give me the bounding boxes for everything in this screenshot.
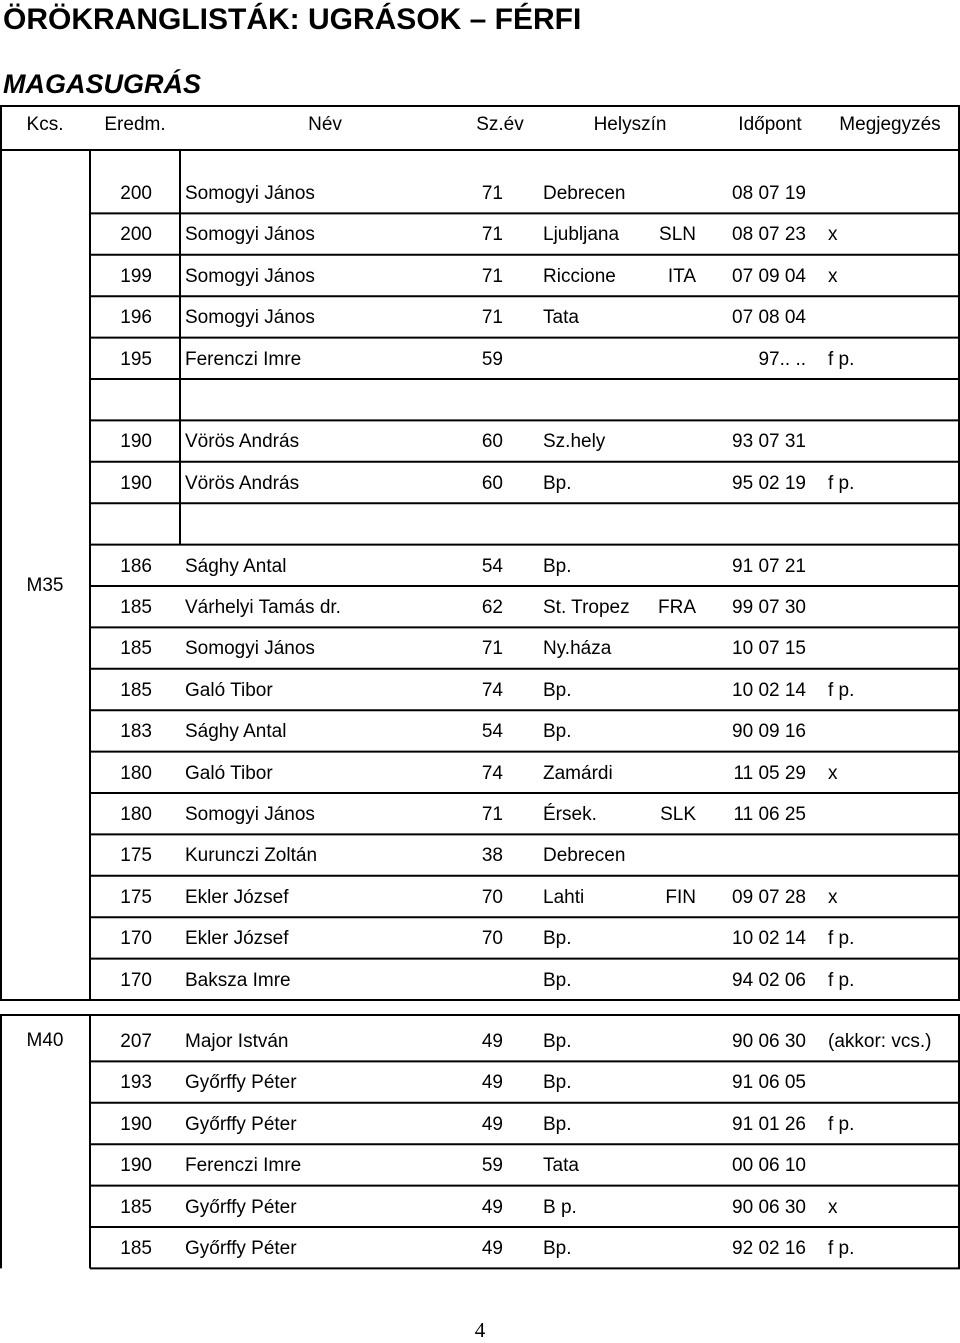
cell-year: 71 <box>481 307 503 329</box>
cell-country: SLN <box>659 224 696 246</box>
cell-note: (akkor: vcs.) <box>828 1031 932 1052</box>
header-name: Név <box>308 114 342 135</box>
cell-year: 59 <box>481 348 503 370</box>
cell-result: 185 <box>120 679 152 701</box>
cell-date: 91 06 05 <box>732 1072 806 1094</box>
cell-result: 195 <box>120 348 152 370</box>
cell-place: Bp. <box>543 472 572 494</box>
cell-date: 08 07 19 <box>732 183 806 204</box>
cell-date: 92 02 16 <box>732 1238 806 1259</box>
cell-place: Ny.háza <box>543 638 612 660</box>
cell-date: 07 09 04 <box>732 265 806 287</box>
cell-result: 180 <box>120 762 152 784</box>
cell-result: 175 <box>120 845 152 867</box>
cell-place: Lahti <box>543 886 585 908</box>
cell-date: 95 02 19 <box>732 472 806 494</box>
cell-date: 00 06 10 <box>732 1155 806 1177</box>
cell-name: Ekler József <box>185 928 289 950</box>
cell-date: 90 06 30 <box>732 1196 806 1218</box>
cell-country: FRA <box>658 597 696 618</box>
header-result: Eredm. <box>104 114 166 135</box>
cell-year: 71 <box>481 183 503 204</box>
cell-place: St. Tropez <box>543 597 630 618</box>
cell-place: Tata <box>543 1155 579 1177</box>
cell-place: Zamárdi <box>543 762 613 784</box>
section-title: MAGASUGRÁS <box>3 69 202 99</box>
cell-note: f p. <box>828 348 855 370</box>
cell-name: Galó Tibor <box>185 679 273 701</box>
cell-name: Somogyi János <box>185 638 315 660</box>
cell-year: 54 <box>481 721 503 743</box>
cell-name: Major István <box>185 1031 289 1052</box>
cell-note: f p. <box>828 1113 855 1135</box>
cell-name: Sághy Antal <box>185 555 287 577</box>
cell-year: 49 <box>481 1072 503 1094</box>
cell-result: 190 <box>120 1113 152 1135</box>
category-label: M40 <box>26 1029 64 1051</box>
cell-date: 10 07 15 <box>732 638 806 660</box>
cell-year: 70 <box>481 886 503 908</box>
cell-name: Somogyi János <box>185 183 315 204</box>
cell-note: x <box>828 886 838 908</box>
cell-note: f p. <box>828 928 855 950</box>
cell-result: 170 <box>120 969 152 991</box>
header-category: Kcs. <box>26 114 64 135</box>
cell-result: 200 <box>120 183 152 204</box>
cell-result: 175 <box>120 886 152 908</box>
header-date: Időpont <box>738 114 802 135</box>
cell-place: Bp. <box>543 928 572 950</box>
cell-year: 71 <box>481 224 503 246</box>
cell-place: Sz.hely <box>543 431 606 453</box>
cell-date: 11 05 29 <box>733 762 806 784</box>
cell-place: Bp. <box>543 679 572 701</box>
cell-name: Somogyi János <box>185 224 315 246</box>
cell-place: Bp. <box>543 1072 572 1094</box>
cell-year: 71 <box>481 265 503 287</box>
cell-result: 185 <box>120 638 152 660</box>
cell-place: Debrecen <box>543 183 626 204</box>
cell-year: 38 <box>481 845 503 867</box>
cell-name: Kurunczi Zoltán <box>185 845 318 867</box>
cell-place: Bp. <box>543 721 572 743</box>
cell-result: 199 <box>120 265 152 287</box>
cell-year: 74 <box>481 762 503 784</box>
cell-name: Sághy Antal <box>185 721 287 743</box>
cell-year: 74 <box>481 679 503 701</box>
page-title: ÖRÖKRANGLISTÁK: UGRÁSOK – FÉRFI <box>3 3 582 36</box>
cell-country: SLK <box>660 804 696 825</box>
cell-date: 09 07 28 <box>732 886 806 908</box>
cell-name: Vörös András <box>185 472 300 494</box>
cell-place: Tata <box>543 307 579 329</box>
header-venue: Helyszín <box>593 114 667 135</box>
cell-year: 49 <box>481 1196 503 1218</box>
cell-result: 185 <box>120 1196 152 1218</box>
cell-year: 71 <box>481 804 503 825</box>
cell-place: Debrecen <box>543 845 626 867</box>
cell-place: Ljubljana <box>543 224 620 246</box>
cell-country: FIN <box>665 886 696 908</box>
cell-date: 97.. .. <box>758 348 806 370</box>
cell-place: Bp. <box>543 969 572 991</box>
cell-result: 186 <box>120 555 152 577</box>
cell-result: 190 <box>120 1155 152 1177</box>
cell-note: f p. <box>828 472 855 494</box>
cell-note: x <box>828 762 838 784</box>
cell-note: f p. <box>828 679 855 701</box>
cell-place: Érsek. <box>543 804 597 825</box>
cell-name: Somogyi János <box>185 804 315 825</box>
cell-place: Bp. <box>543 1238 572 1259</box>
cell-year: 59 <box>481 1155 503 1177</box>
cell-date: 94 02 06 <box>732 969 806 991</box>
page-number: 4 <box>474 1318 486 1342</box>
cell-date: 90 09 16 <box>732 721 806 743</box>
cell-country: ITA <box>667 265 696 287</box>
cell-name: Győrffy Péter <box>185 1113 297 1135</box>
cell-result: 207 <box>120 1031 152 1052</box>
cell-note: f p. <box>828 969 855 991</box>
header-note: Megjegyzés <box>839 114 941 135</box>
cell-year: 49 <box>481 1238 503 1259</box>
cell-year: 49 <box>481 1031 503 1052</box>
cell-year: 71 <box>481 638 503 660</box>
cell-note: x <box>828 1196 838 1218</box>
cell-result: 185 <box>120 1238 152 1259</box>
cell-date: 10 02 14 <box>732 679 806 701</box>
cell-year: 60 <box>481 472 503 494</box>
cell-name: Győrffy Péter <box>185 1238 297 1259</box>
category-label: M35 <box>26 575 64 596</box>
cell-name: Somogyi János <box>185 265 315 287</box>
cell-year: 70 <box>481 928 503 950</box>
cell-name: Galó Tibor <box>185 762 273 784</box>
cell-note: x <box>828 265 838 287</box>
cell-name: Győrffy Péter <box>185 1196 297 1218</box>
cell-result: 193 <box>120 1072 152 1094</box>
cell-name: Vörös András <box>185 431 300 453</box>
cell-place: Riccione <box>543 265 616 287</box>
cell-name: Ferenczi Imre <box>185 1155 302 1177</box>
cell-date: 08 07 23 <box>732 224 806 246</box>
cell-date: 11 06 25 <box>733 804 806 825</box>
cell-place: Bp. <box>543 1031 572 1052</box>
cell-date: 90 06 30 <box>732 1031 806 1052</box>
header-birth-year: Sz.év <box>476 114 524 135</box>
cell-result: 190 <box>120 472 152 494</box>
cell-name: Ekler József <box>185 886 289 908</box>
cell-name: Győrffy Péter <box>185 1072 297 1094</box>
cell-place: B p. <box>543 1196 577 1218</box>
cell-date: 10 02 14 <box>732 928 806 950</box>
cell-place: Bp. <box>543 1113 572 1135</box>
cell-note: f p. <box>828 1238 855 1259</box>
cell-year: 54 <box>481 555 503 577</box>
cell-name: Ferenczi Imre <box>185 348 302 370</box>
cell-result: 196 <box>120 307 152 329</box>
cell-place: Bp. <box>543 555 572 577</box>
cell-result: 185 <box>120 597 152 618</box>
cell-name: Somogyi János <box>185 307 315 329</box>
cell-result: 180 <box>120 804 152 825</box>
cell-name: Baksza Imre <box>185 969 291 991</box>
cell-year: 60 <box>481 431 503 453</box>
cell-date: 91 07 21 <box>732 555 806 577</box>
cell-year: 62 <box>481 597 503 618</box>
cell-result: 200 <box>120 224 152 246</box>
cell-result: 190 <box>120 431 152 453</box>
cell-date: 93 07 31 <box>732 431 806 453</box>
cell-result: 170 <box>120 928 152 950</box>
cell-note: x <box>828 224 838 246</box>
cell-name: Várhelyi Tamás dr. <box>185 597 341 618</box>
cell-date: 99 07 30 <box>732 597 806 618</box>
cell-date: 91 01 26 <box>732 1113 806 1135</box>
cell-date: 07 08 04 <box>732 307 806 329</box>
cell-result: 183 <box>120 721 152 743</box>
cell-year: 49 <box>481 1113 503 1135</box>
